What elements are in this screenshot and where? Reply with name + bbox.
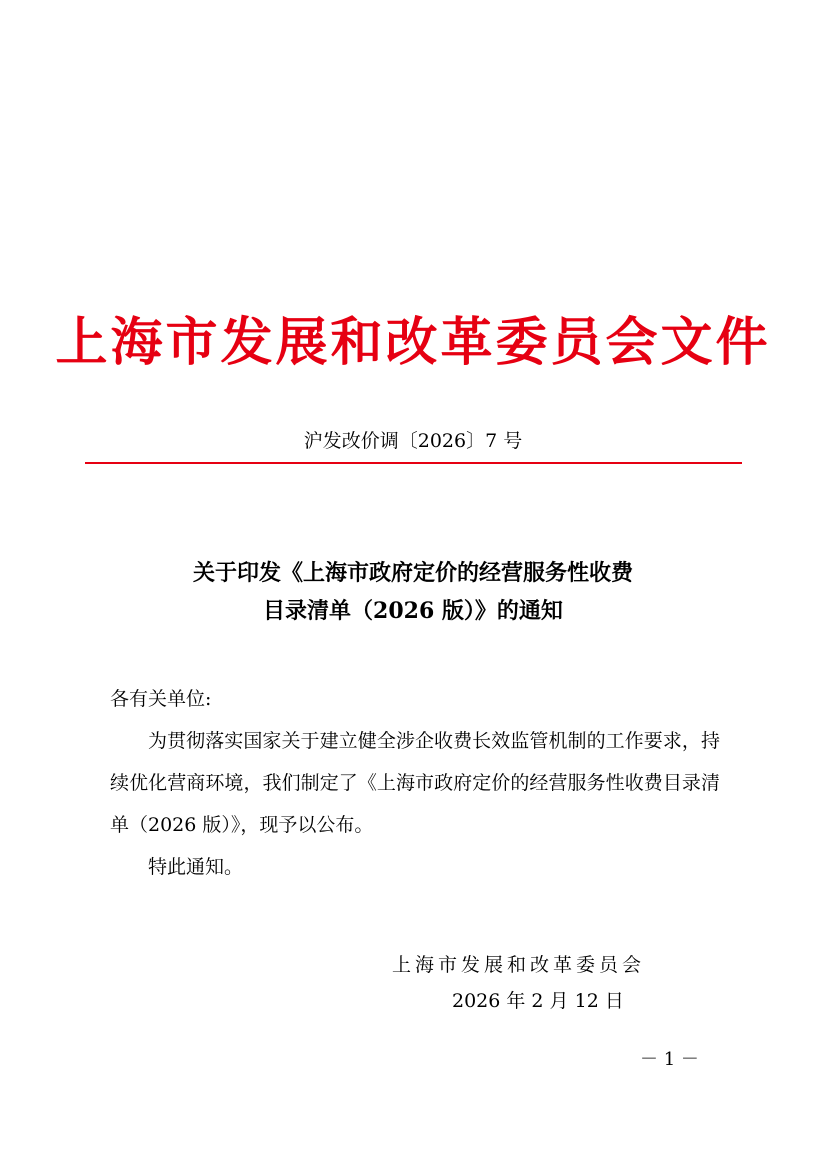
document-header-title: 上海市发展和改革委员会文件 [55, 312, 771, 373]
red-divider-line [85, 462, 742, 464]
notice-title [0, 554, 826, 630]
signature-date: 2026 年 2 月 12 日 [452, 990, 624, 1012]
salutation: 各有关单位: [110, 688, 212, 710]
notice-body [110, 678, 720, 888]
notice-title-line-2: 目录清单（2026 版）》的通知 [263, 598, 563, 624]
notice-title-line-1: 关于印发《上海市政府定价的经营服务性收费 [192, 560, 633, 586]
document-number: 沪发改价调〔2026〕7 号 [303, 430, 523, 452]
closing-line: 特此通知。 [148, 856, 244, 878]
signature-organization: 上海市发展和改革委员会 [392, 954, 646, 976]
page-number: － 1 － [640, 1049, 699, 1070]
body-paragraph: 为贯彻落实国家关于建立健全涉企收费长效监管机制的工作要求，持续优化营商环境，我们制定了《上海市政府定价的经营服务性收费目录清单（2026 版）》，现予以公布。 [110, 730, 720, 836]
